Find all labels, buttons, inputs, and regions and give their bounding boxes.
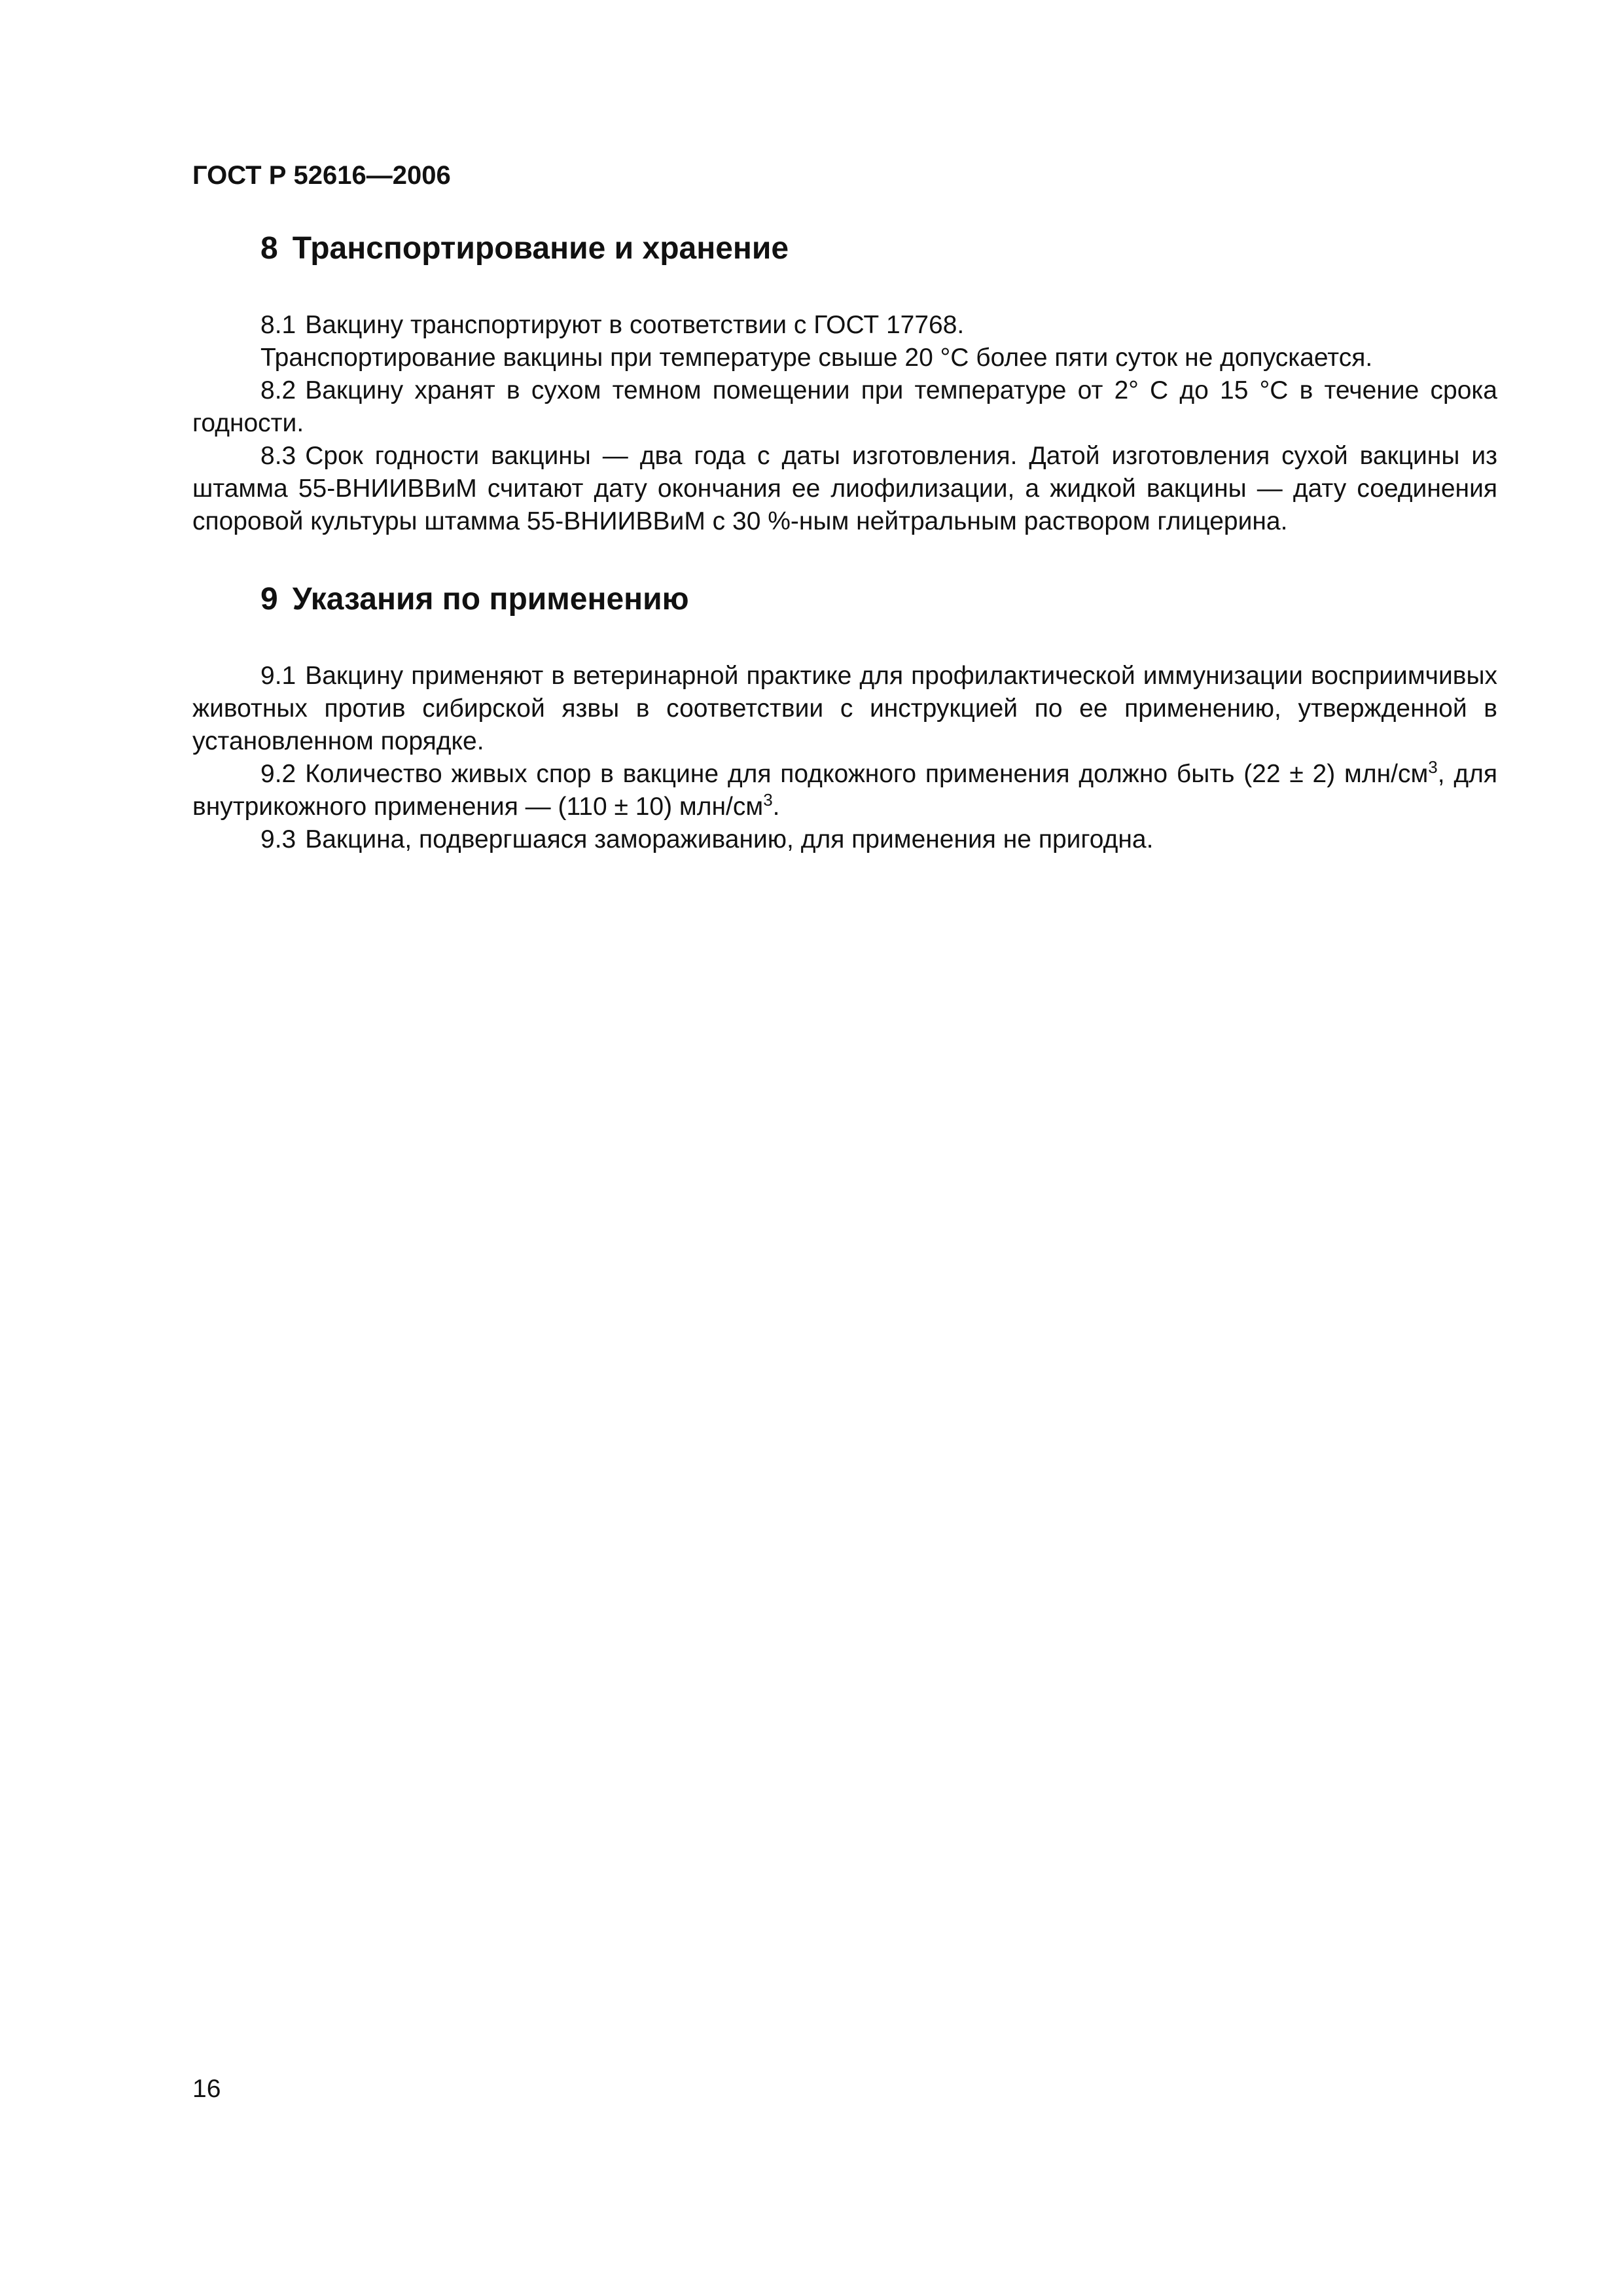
paragraph-text-part-c: . (772, 793, 780, 821)
section-9 (192, 580, 1497, 856)
paragraph-text-part-a: Количество живых спор в вакцине для подкожного применения должно быть (22 ± 2) млн/см (305, 760, 1429, 788)
paragraph-number: 9.2 (260, 760, 296, 788)
paragraph-8-2 (192, 374, 1497, 440)
section-number: 9 (260, 582, 278, 617)
section-title-text: Указания по применению (292, 582, 689, 617)
paragraph-8-3 (192, 440, 1497, 538)
superscript-cubed: 3 (1428, 757, 1438, 777)
section-number: 8 (260, 231, 278, 266)
paragraph-number: 8.3 (260, 442, 296, 470)
paragraph-9-1 (192, 660, 1497, 758)
paragraph-number: 8.2 (260, 376, 296, 404)
section-heading (260, 229, 1497, 268)
section-paragraphs (192, 309, 1497, 538)
page-number: 16 (192, 2075, 221, 2103)
paragraph-text: Вакцину транспортируют в соответствии с ГОСТ 17768. (305, 311, 965, 339)
paragraph-number: 8.1 (260, 311, 296, 339)
paragraph-number: 9.1 (260, 662, 296, 690)
section-title-text: Транспортирование и хранение (292, 231, 789, 266)
paragraph-text-part-b: , для внутрикожного применения — (110 ± 10) млн/см (192, 760, 1497, 821)
paragraph-text: Транспортирование вакцины при температуре свыше 20 °С более пяти суток не допускается. (260, 344, 1373, 372)
paragraph-text: Вакцину применяют в ветеринарной практике для профилактической иммунизации восприимчивых животных против сибирской язвы в соответствии с инструкцией по ее применению, утвержденной в установленном порядке. (192, 662, 1497, 755)
paragraph-8-1 (192, 309, 1497, 342)
paragraph-text: Вакцина, подвергшаяся замораживанию, для применения не пригодна. (305, 825, 1154, 853)
section-8 (192, 229, 1497, 538)
paragraph-number: 9.3 (260, 825, 296, 853)
paragraph-text: Срок годности вакцины — два года с даты изготовления. Датой изготовления сухой вакцины из штамма 55-ВНИИВВиМ считают дату окончания ее лиофилизации, а жидкой вакцины — дату соединения споровой культуры штамма 55-ВНИИВВиМ с 30 %-ным нейтральным раствором глицерина. (192, 442, 1497, 535)
section-heading (260, 580, 1497, 619)
paragraph-text: Вакцину хранят в сухом темном помещении при температуре от 2° С до 15 °С в течение срока годности. (192, 376, 1497, 437)
section-paragraphs (192, 660, 1497, 856)
document-id-header: ГОСТ Р 52616—2006 (192, 161, 451, 190)
paragraph-8-1-cont (192, 342, 1497, 374)
paragraph-9-3 (192, 823, 1497, 856)
document-body (192, 229, 1497, 856)
superscript-cubed: 3 (763, 790, 773, 810)
paragraph-9-2 (192, 758, 1497, 823)
